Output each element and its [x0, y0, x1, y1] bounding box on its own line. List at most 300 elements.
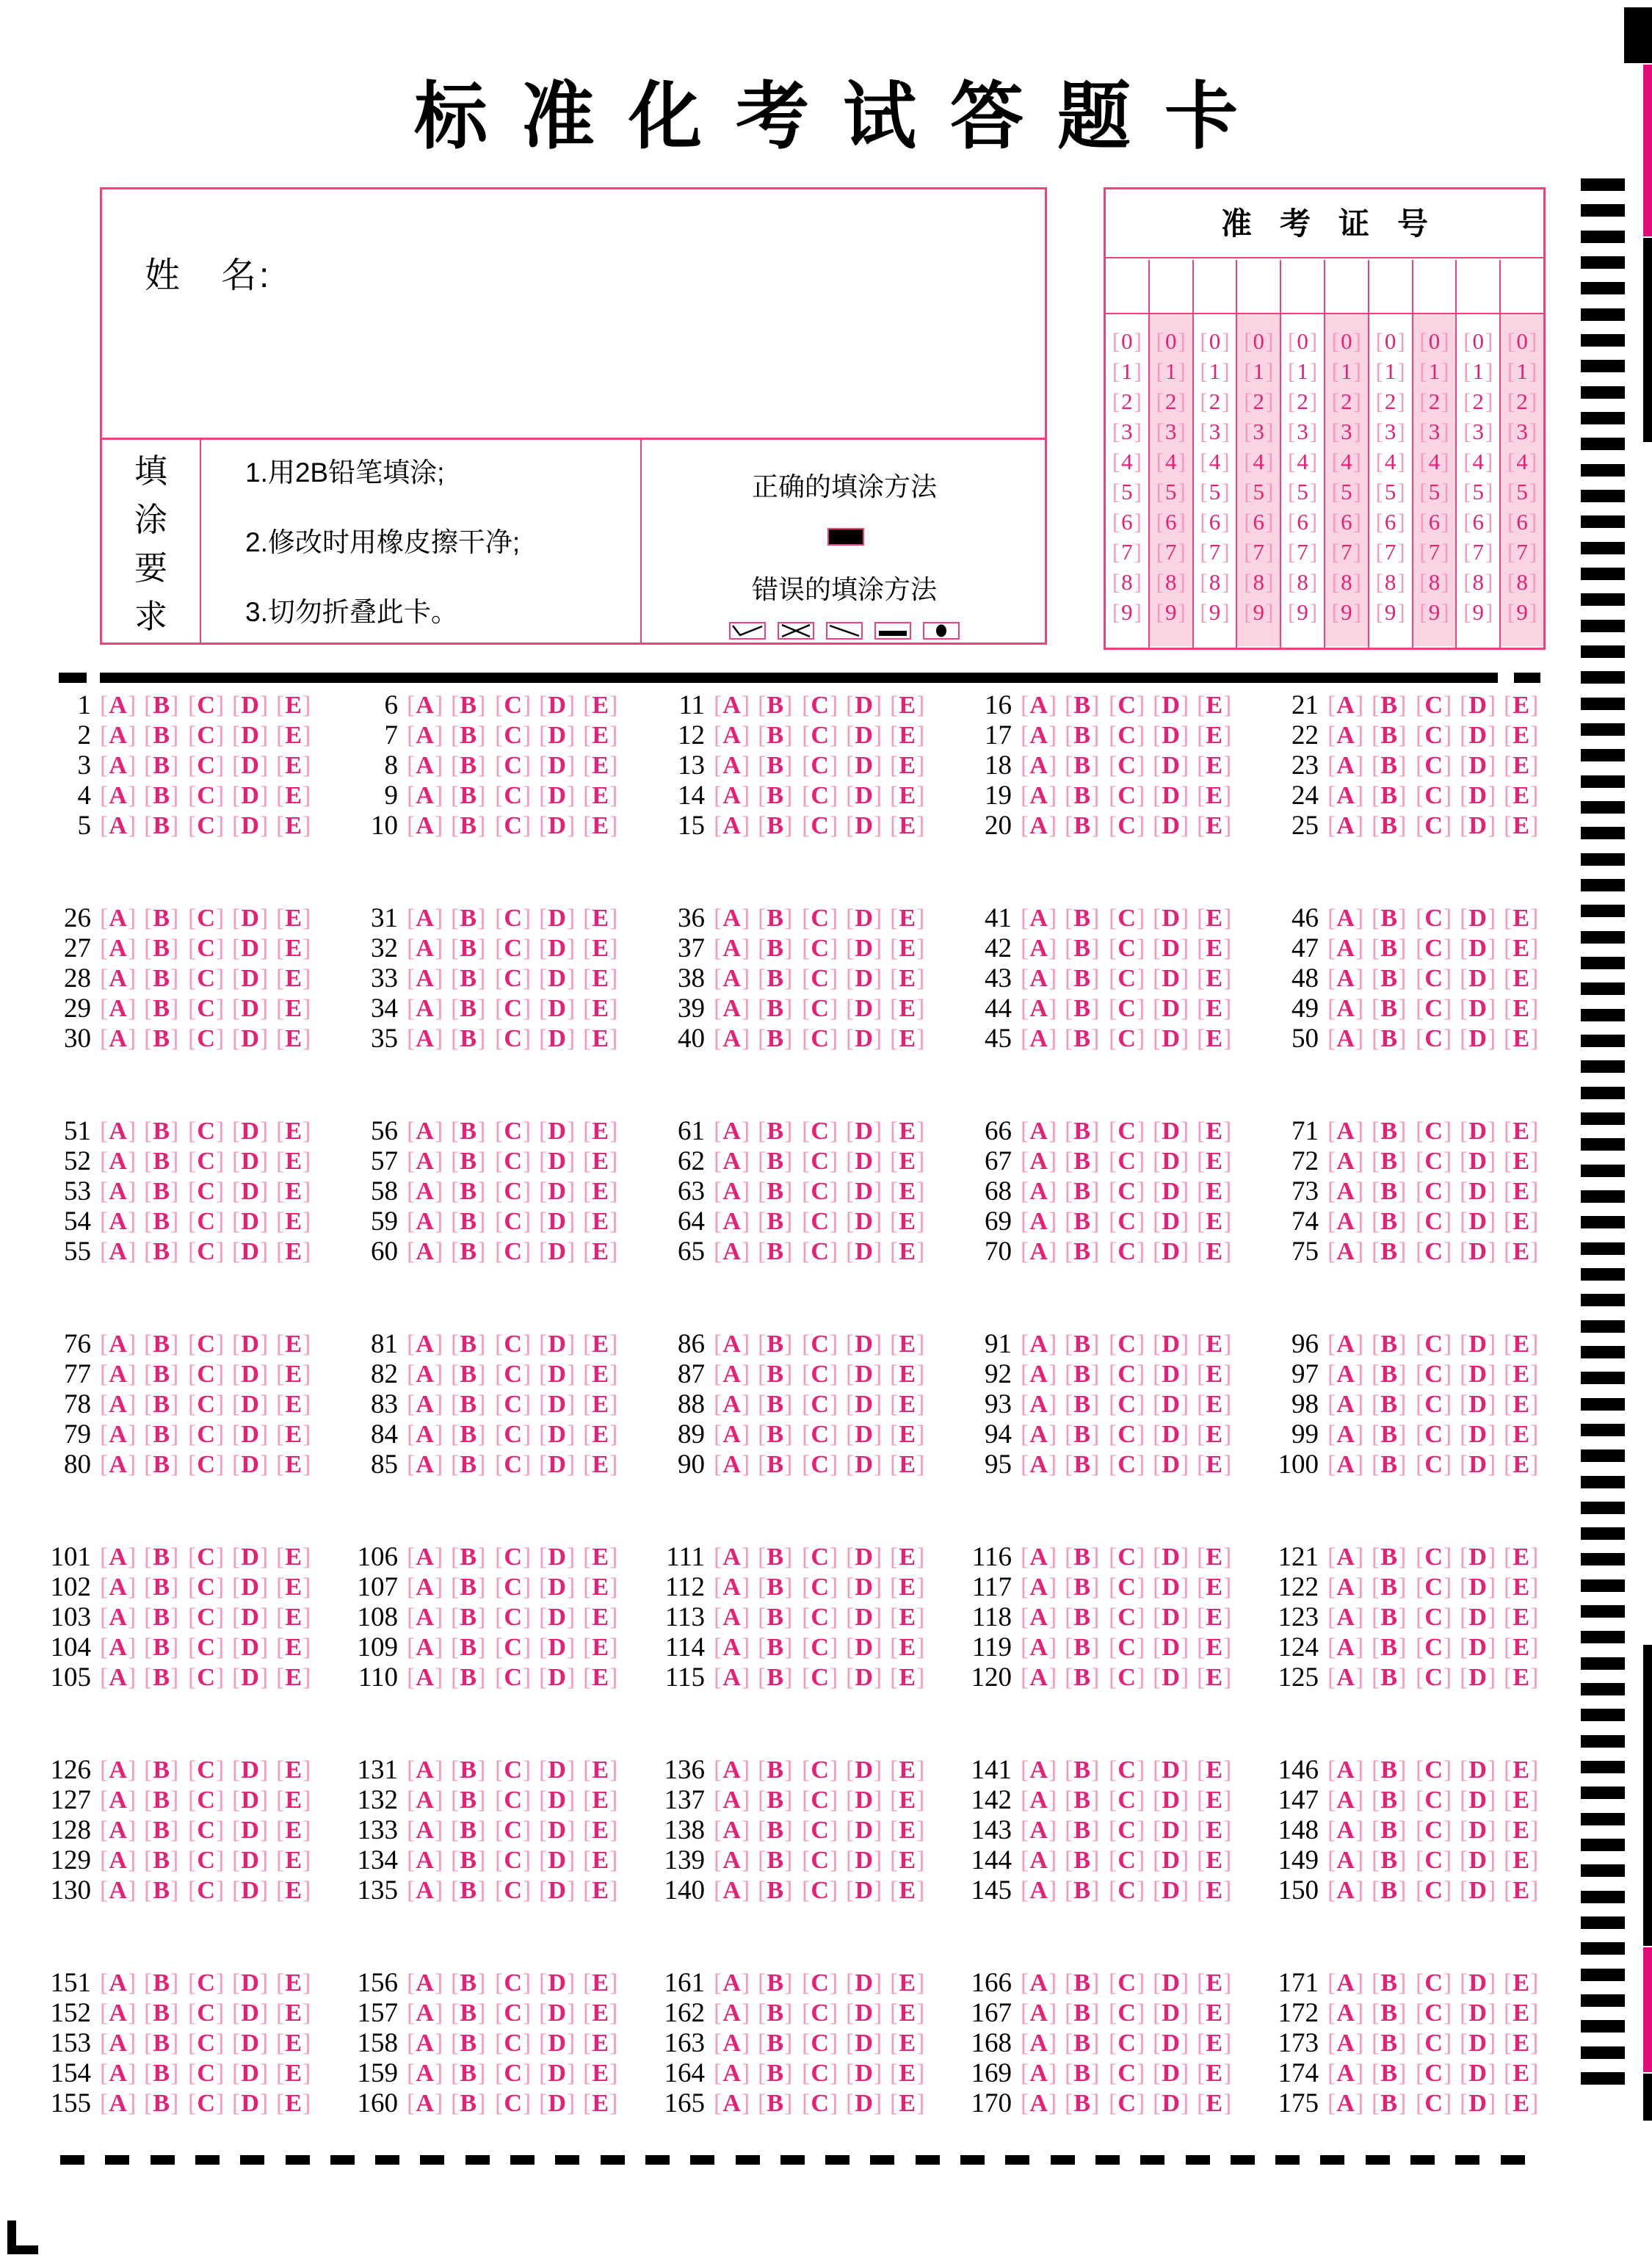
option-bubble-a[interactable]: [407, 690, 443, 720]
option-bubble-b[interactable]: [144, 1176, 179, 1206]
option-bubble-b[interactable]: [758, 1389, 793, 1419]
option-bubble-a[interactable]: [1327, 1968, 1364, 1998]
option-bubble-e[interactable]: [1197, 1755, 1232, 1785]
option-bubble-e[interactable]: [276, 781, 311, 811]
option-bubble-d[interactable]: [846, 1389, 883, 1419]
option-bubble-d[interactable]: [1153, 1785, 1189, 1815]
option-bubble-a[interactable]: [407, 1845, 443, 1875]
option-bubble-c[interactable]: [1109, 1176, 1145, 1206]
option-bubble-e[interactable]: [890, 1632, 925, 1662]
option-bubble-a[interactable]: [714, 1542, 750, 1572]
option-bubble-e[interactable]: [1197, 2088, 1232, 2118]
option-bubble-d[interactable]: [539, 1176, 576, 1206]
option-bubble-b[interactable]: [144, 1359, 179, 1389]
option-bubble-e[interactable]: [1504, 1449, 1539, 1480]
option-bubble-a[interactable]: [714, 1785, 750, 1815]
option-bubble-b[interactable]: [1065, 1875, 1100, 1905]
option-bubble-c[interactable]: [495, 933, 532, 963]
option-bubble-a[interactable]: [100, 2028, 137, 2058]
option-bubble-d[interactable]: [846, 1024, 883, 1054]
option-bubble-d[interactable]: [232, 1449, 269, 1480]
option-bubble-c[interactable]: [1416, 1176, 1452, 1206]
option-bubble-a[interactable]: [100, 1146, 137, 1176]
option-bubble-d[interactable]: [1460, 933, 1496, 963]
option-bubble-e[interactable]: [276, 1329, 311, 1359]
option-bubble-c[interactable]: [1416, 1329, 1452, 1359]
option-bubble-b[interactable]: [758, 811, 793, 841]
option-bubble-d[interactable]: [1460, 1755, 1496, 1785]
option-bubble-c[interactable]: [495, 1116, 532, 1146]
option-bubble-e[interactable]: [1197, 1359, 1232, 1389]
option-bubble-d[interactable]: [1153, 1572, 1189, 1602]
option-bubble-c[interactable]: [802, 2058, 838, 2088]
option-bubble-c[interactable]: [1109, 1845, 1145, 1875]
option-bubble-e[interactable]: [583, 993, 618, 1024]
option-bubble-d[interactable]: [1153, 1968, 1189, 1998]
option-bubble-e[interactable]: [583, 1632, 618, 1662]
option-bubble-c[interactable]: [1416, 781, 1452, 811]
option-bubble-c[interactable]: [1416, 933, 1452, 963]
option-bubble-d[interactable]: [846, 1419, 883, 1449]
option-bubble-a[interactable]: [407, 1116, 443, 1146]
option-bubble-b[interactable]: [1065, 1237, 1100, 1267]
option-bubble-c[interactable]: [1416, 690, 1452, 720]
option-bubble-a[interactable]: [1327, 1785, 1364, 1815]
option-bubble-a[interactable]: [1021, 690, 1057, 720]
option-bubble-e[interactable]: [1504, 811, 1539, 841]
option-bubble-c[interactable]: [1109, 1419, 1145, 1449]
option-bubble-c[interactable]: [495, 720, 532, 750]
option-bubble-a[interactable]: [1327, 1237, 1364, 1267]
option-bubble-b[interactable]: [758, 1875, 793, 1905]
option-bubble-d[interactable]: [232, 1329, 269, 1359]
option-bubble-b[interactable]: [144, 1419, 179, 1449]
option-bubble-a[interactable]: [407, 2058, 443, 2088]
option-bubble-e[interactable]: [890, 1968, 925, 1998]
option-bubble-b[interactable]: [1372, 2058, 1407, 2088]
option-bubble-b[interactable]: [1372, 1024, 1407, 1054]
option-bubble-d[interactable]: [1460, 750, 1496, 781]
option-bubble-e[interactable]: [1504, 1542, 1539, 1572]
option-bubble-b[interactable]: [144, 1116, 179, 1146]
option-bubble-a[interactable]: [1021, 1662, 1057, 1693]
option-bubble-e[interactable]: [583, 1389, 618, 1419]
option-bubble-e[interactable]: [1197, 750, 1232, 781]
option-bubble-c[interactable]: [188, 1389, 225, 1419]
option-bubble-c[interactable]: [1109, 1449, 1145, 1480]
option-bubble-b[interactable]: [758, 1329, 793, 1359]
option-bubble-a[interactable]: [714, 993, 750, 1024]
option-bubble-b[interactable]: [144, 1329, 179, 1359]
option-bubble-c[interactable]: [188, 1815, 225, 1845]
option-bubble-d[interactable]: [539, 1755, 576, 1785]
option-bubble-a[interactable]: [407, 750, 443, 781]
option-bubble-a[interactable]: [714, 1572, 750, 1602]
option-bubble-e[interactable]: [890, 1206, 925, 1237]
option-bubble-c[interactable]: [495, 1449, 532, 1480]
option-bubble-a[interactable]: [714, 963, 750, 993]
option-bubble-d[interactable]: [1153, 690, 1189, 720]
option-bubble-c[interactable]: [1416, 1998, 1452, 2028]
option-bubble-a[interactable]: [407, 1176, 443, 1206]
option-bubble-e[interactable]: [1504, 1785, 1539, 1815]
option-bubble-b[interactable]: [758, 1998, 793, 2028]
option-bubble-e[interactable]: [583, 933, 618, 963]
option-bubble-d[interactable]: [1153, 1329, 1189, 1359]
option-bubble-c[interactable]: [188, 1449, 225, 1480]
option-bubble-d[interactable]: [232, 1572, 269, 1602]
option-bubble-d[interactable]: [1460, 1419, 1496, 1449]
option-bubble-a[interactable]: [714, 2058, 750, 2088]
option-bubble-e[interactable]: [583, 811, 618, 841]
option-bubble-e[interactable]: [890, 1662, 925, 1693]
option-bubble-a[interactable]: [714, 1998, 750, 2028]
option-bubble-d[interactable]: [232, 1176, 269, 1206]
option-bubble-a[interactable]: [100, 781, 137, 811]
option-bubble-b[interactable]: [1372, 690, 1407, 720]
option-bubble-a[interactable]: [714, 1449, 750, 1480]
option-bubble-d[interactable]: [1153, 811, 1189, 841]
option-bubble-a[interactable]: [1327, 1998, 1364, 2028]
option-bubble-a[interactable]: [100, 1449, 137, 1480]
option-bubble-b[interactable]: [1372, 1875, 1407, 1905]
option-bubble-a[interactable]: [407, 1329, 443, 1359]
option-bubble-d[interactable]: [1460, 1602, 1496, 1632]
option-bubble-e[interactable]: [276, 690, 311, 720]
option-bubble-c[interactable]: [188, 1755, 225, 1785]
option-bubble-a[interactable]: [407, 1602, 443, 1632]
option-bubble-c[interactable]: [1416, 2028, 1452, 2058]
option-bubble-e[interactable]: [276, 1542, 311, 1572]
option-bubble-b[interactable]: [1065, 1845, 1100, 1875]
option-bubble-d[interactable]: [539, 1572, 576, 1602]
option-bubble-b[interactable]: [144, 2088, 179, 2118]
option-bubble-e[interactable]: [1197, 1845, 1232, 1875]
option-bubble-a[interactable]: [1327, 720, 1364, 750]
option-bubble-e[interactable]: [1197, 720, 1232, 750]
option-bubble-b[interactable]: [1065, 1632, 1100, 1662]
option-bubble-e[interactable]: [1197, 1875, 1232, 1905]
option-bubble-c[interactable]: [188, 1662, 225, 1693]
option-bubble-d[interactable]: [232, 1389, 269, 1419]
option-bubble-b[interactable]: [1065, 2028, 1100, 2058]
option-bubble-e[interactable]: [276, 1785, 311, 1815]
option-bubble-c[interactable]: [1416, 1845, 1452, 1875]
option-bubble-a[interactable]: [100, 1024, 137, 1054]
option-bubble-d[interactable]: [1153, 2058, 1189, 2088]
option-bubble-d[interactable]: [539, 2028, 576, 2058]
option-bubble-c[interactable]: [802, 2088, 838, 2118]
option-bubble-d[interactable]: [232, 1237, 269, 1267]
option-bubble-b[interactable]: [1372, 933, 1407, 963]
option-bubble-e[interactable]: [1197, 1998, 1232, 2028]
option-bubble-b[interactable]: [451, 781, 486, 811]
option-bubble-a[interactable]: [714, 781, 750, 811]
option-bubble-c[interactable]: [1109, 720, 1145, 750]
option-bubble-d[interactable]: [1460, 1998, 1496, 2028]
option-bubble-a[interactable]: [1021, 993, 1057, 1024]
option-bubble-c[interactable]: [1109, 903, 1145, 933]
option-bubble-b[interactable]: [451, 1116, 486, 1146]
option-bubble-d[interactable]: [1460, 1785, 1496, 1815]
option-bubble-b[interactable]: [1065, 1662, 1100, 1693]
option-bubble-b[interactable]: [1372, 1359, 1407, 1389]
option-bubble-a[interactable]: [1327, 1116, 1364, 1146]
option-bubble-d[interactable]: [1153, 2028, 1189, 2058]
option-bubble-b[interactable]: [1372, 1755, 1407, 1785]
option-bubble-e[interactable]: [276, 1968, 311, 1998]
option-bubble-b[interactable]: [1372, 1449, 1407, 1480]
option-bubble-b[interactable]: [451, 2028, 486, 2058]
option-bubble-b[interactable]: [144, 1206, 179, 1237]
option-bubble-b[interactable]: [144, 750, 179, 781]
option-bubble-d[interactable]: [232, 1146, 269, 1176]
option-bubble-c[interactable]: [1109, 1024, 1145, 1054]
option-bubble-a[interactable]: [1327, 1662, 1364, 1693]
option-bubble-a[interactable]: [407, 1449, 443, 1480]
option-bubble-d[interactable]: [232, 1419, 269, 1449]
option-bubble-b[interactable]: [451, 963, 486, 993]
option-bubble-b[interactable]: [451, 1572, 486, 1602]
option-bubble-b[interactable]: [1065, 1389, 1100, 1419]
option-bubble-b[interactable]: [1065, 1176, 1100, 1206]
option-bubble-b[interactable]: [1065, 993, 1100, 1024]
option-bubble-e[interactable]: [1197, 1815, 1232, 1845]
option-bubble-d[interactable]: [539, 1024, 576, 1054]
option-bubble-a[interactable]: [100, 1419, 137, 1449]
option-bubble-a[interactable]: [1327, 811, 1364, 841]
option-bubble-a[interactable]: [1327, 690, 1364, 720]
option-bubble-c[interactable]: [802, 1662, 838, 1693]
option-bubble-e[interactable]: [583, 963, 618, 993]
option-bubble-d[interactable]: [1153, 720, 1189, 750]
option-bubble-d[interactable]: [539, 993, 576, 1024]
option-bubble-a[interactable]: [1021, 811, 1057, 841]
option-bubble-e[interactable]: [1504, 1419, 1539, 1449]
option-bubble-e[interactable]: [276, 903, 311, 933]
option-bubble-c[interactable]: [495, 750, 532, 781]
option-bubble-a[interactable]: [1327, 1755, 1364, 1785]
option-bubble-b[interactable]: [144, 781, 179, 811]
option-bubble-e[interactable]: [890, 2058, 925, 2088]
option-bubble-e[interactable]: [890, 1237, 925, 1267]
option-bubble-e[interactable]: [1504, 1237, 1539, 1267]
option-bubble-c[interactable]: [1416, 1968, 1452, 1998]
option-bubble-b[interactable]: [144, 1602, 179, 1632]
option-bubble-b[interactable]: [144, 1998, 179, 2028]
option-bubble-a[interactable]: [100, 1329, 137, 1359]
option-bubble-e[interactable]: [1504, 2058, 1539, 2088]
option-bubble-c[interactable]: [802, 1845, 838, 1875]
option-bubble-e[interactable]: [276, 1572, 311, 1602]
option-bubble-a[interactable]: [407, 1237, 443, 1267]
option-bubble-e[interactable]: [583, 690, 618, 720]
option-bubble-e[interactable]: [1197, 811, 1232, 841]
option-bubble-a[interactable]: [407, 1389, 443, 1419]
option-bubble-b[interactable]: [758, 933, 793, 963]
option-bubble-a[interactable]: [1327, 1632, 1364, 1662]
option-bubble-d[interactable]: [1460, 1875, 1496, 1905]
option-bubble-b[interactable]: [451, 2088, 486, 2118]
option-bubble-e[interactable]: [276, 993, 311, 1024]
option-bubble-b[interactable]: [1065, 811, 1100, 841]
option-bubble-b[interactable]: [451, 1968, 486, 1998]
option-bubble-e[interactable]: [890, 1359, 925, 1389]
option-bubble-c[interactable]: [1109, 690, 1145, 720]
option-bubble-d[interactable]: [1153, 1359, 1189, 1389]
option-bubble-e[interactable]: [1504, 1572, 1539, 1602]
option-bubble-a[interactable]: [1327, 1602, 1364, 1632]
option-bubble-e[interactable]: [276, 1998, 311, 2028]
option-bubble-c[interactable]: [495, 1815, 532, 1845]
option-bubble-e[interactable]: [276, 1845, 311, 1875]
option-bubble-e[interactable]: [276, 2088, 311, 2118]
option-bubble-e[interactable]: [890, 963, 925, 993]
option-bubble-e[interactable]: [1504, 1176, 1539, 1206]
option-bubble-d[interactable]: [232, 1024, 269, 1054]
option-bubble-d[interactable]: [1153, 781, 1189, 811]
option-bubble-c[interactable]: [495, 1998, 532, 2028]
option-bubble-c[interactable]: [188, 2058, 225, 2088]
option-bubble-d[interactable]: [846, 963, 883, 993]
option-bubble-d[interactable]: [846, 993, 883, 1024]
option-bubble-c[interactable]: [188, 933, 225, 963]
option-bubble-e[interactable]: [890, 1176, 925, 1206]
option-bubble-d[interactable]: [232, 750, 269, 781]
option-bubble-b[interactable]: [758, 2058, 793, 2088]
option-bubble-d[interactable]: [539, 1875, 576, 1905]
option-bubble-a[interactable]: [1021, 750, 1057, 781]
option-bubble-b[interactable]: [1065, 1146, 1100, 1176]
option-bubble-e[interactable]: [583, 1785, 618, 1815]
option-bubble-a[interactable]: [714, 1389, 750, 1419]
option-bubble-e[interactable]: [890, 1602, 925, 1632]
option-bubble-d[interactable]: [539, 1998, 576, 2028]
option-bubble-c[interactable]: [188, 1329, 225, 1359]
option-bubble-c[interactable]: [188, 720, 225, 750]
option-bubble-b[interactable]: [1372, 750, 1407, 781]
option-bubble-d[interactable]: [846, 1632, 883, 1662]
option-bubble-e[interactable]: [1197, 1329, 1232, 1359]
option-bubble-a[interactable]: [1327, 750, 1364, 781]
option-bubble-b[interactable]: [1065, 1206, 1100, 1237]
option-bubble-a[interactable]: [407, 1542, 443, 1572]
option-bubble-b[interactable]: [1065, 1419, 1100, 1449]
option-bubble-e[interactable]: [583, 1206, 618, 1237]
option-bubble-e[interactable]: [276, 1662, 311, 1693]
option-bubble-d[interactable]: [1153, 1449, 1189, 1480]
option-bubble-c[interactable]: [802, 1176, 838, 1206]
option-bubble-e[interactable]: [890, 903, 925, 933]
option-bubble-e[interactable]: [276, 963, 311, 993]
option-bubble-a[interactable]: [1327, 1845, 1364, 1875]
option-bubble-b[interactable]: [1372, 1968, 1407, 1998]
option-bubble-d[interactable]: [846, 1146, 883, 1176]
option-bubble-c[interactable]: [802, 1024, 838, 1054]
option-bubble-c[interactable]: [1416, 1572, 1452, 1602]
option-bubble-b[interactable]: [1065, 690, 1100, 720]
option-bubble-a[interactable]: [100, 933, 137, 963]
option-bubble-c[interactable]: [495, 963, 532, 993]
option-bubble-d[interactable]: [539, 1237, 576, 1267]
option-bubble-b[interactable]: [758, 1968, 793, 1998]
option-bubble-b[interactable]: [144, 933, 179, 963]
option-bubble-e[interactable]: [890, 1116, 925, 1146]
option-bubble-a[interactable]: [1021, 2088, 1057, 2118]
option-bubble-c[interactable]: [802, 1116, 838, 1146]
option-bubble-d[interactable]: [846, 1785, 883, 1815]
option-bubble-a[interactable]: [714, 1237, 750, 1267]
option-bubble-c[interactable]: [802, 963, 838, 993]
option-bubble-b[interactable]: [1372, 1542, 1407, 1572]
option-bubble-d[interactable]: [1460, 1146, 1496, 1176]
option-bubble-b[interactable]: [758, 2088, 793, 2118]
option-bubble-b[interactable]: [758, 1024, 793, 1054]
option-bubble-c[interactable]: [495, 903, 532, 933]
option-bubble-e[interactable]: [890, 750, 925, 781]
option-bubble-e[interactable]: [1504, 933, 1539, 963]
option-bubble-a[interactable]: [1327, 1419, 1364, 1449]
option-bubble-b[interactable]: [144, 993, 179, 1024]
option-bubble-b[interactable]: [758, 1176, 793, 1206]
option-bubble-c[interactable]: [1109, 1146, 1145, 1176]
option-bubble-b[interactable]: [1372, 993, 1407, 1024]
option-bubble-b[interactable]: [144, 963, 179, 993]
option-bubble-d[interactable]: [539, 720, 576, 750]
option-bubble-d[interactable]: [232, 933, 269, 963]
option-bubble-a[interactable]: [1021, 1755, 1057, 1785]
option-bubble-c[interactable]: [802, 781, 838, 811]
option-bubble-a[interactable]: [1327, 963, 1364, 993]
option-bubble-d[interactable]: [232, 811, 269, 841]
option-bubble-c[interactable]: [495, 811, 532, 841]
option-bubble-b[interactable]: [1372, 1146, 1407, 1176]
option-bubble-e[interactable]: [1197, 690, 1232, 720]
option-bubble-e[interactable]: [1197, 1176, 1232, 1206]
option-bubble-b[interactable]: [1065, 1449, 1100, 1480]
option-bubble-d[interactable]: [1153, 1389, 1189, 1419]
option-bubble-e[interactable]: [1504, 781, 1539, 811]
option-bubble-d[interactable]: [1460, 1845, 1496, 1875]
option-bubble-b[interactable]: [758, 1146, 793, 1176]
option-bubble-a[interactable]: [100, 1662, 137, 1693]
option-bubble-b[interactable]: [451, 1329, 486, 1359]
option-bubble-b[interactable]: [1372, 720, 1407, 750]
option-bubble-e[interactable]: [1504, 720, 1539, 750]
option-bubble-c[interactable]: [802, 1359, 838, 1389]
option-bubble-b[interactable]: [1065, 1116, 1100, 1146]
option-bubble-a[interactable]: [407, 1024, 443, 1054]
option-bubble-c[interactable]: [802, 1632, 838, 1662]
option-bubble-c[interactable]: [188, 1359, 225, 1389]
option-bubble-e[interactable]: [276, 1755, 311, 1785]
option-bubble-b[interactable]: [144, 1815, 179, 1845]
option-bubble-b[interactable]: [451, 1237, 486, 1267]
option-bubble-a[interactable]: [100, 963, 137, 993]
option-bubble-a[interactable]: [407, 963, 443, 993]
option-bubble-d[interactable]: [1460, 993, 1496, 1024]
option-bubble-c[interactable]: [188, 1116, 225, 1146]
option-bubble-e[interactable]: [890, 1024, 925, 1054]
option-bubble-c[interactable]: [188, 1206, 225, 1237]
option-bubble-a[interactable]: [1327, 1572, 1364, 1602]
option-bubble-e[interactable]: [890, 811, 925, 841]
option-bubble-c[interactable]: [1109, 1875, 1145, 1905]
option-bubble-c[interactable]: [495, 1968, 532, 1998]
option-bubble-e[interactable]: [1197, 1116, 1232, 1146]
option-bubble-c[interactable]: [188, 750, 225, 781]
option-bubble-b[interactable]: [1065, 1572, 1100, 1602]
